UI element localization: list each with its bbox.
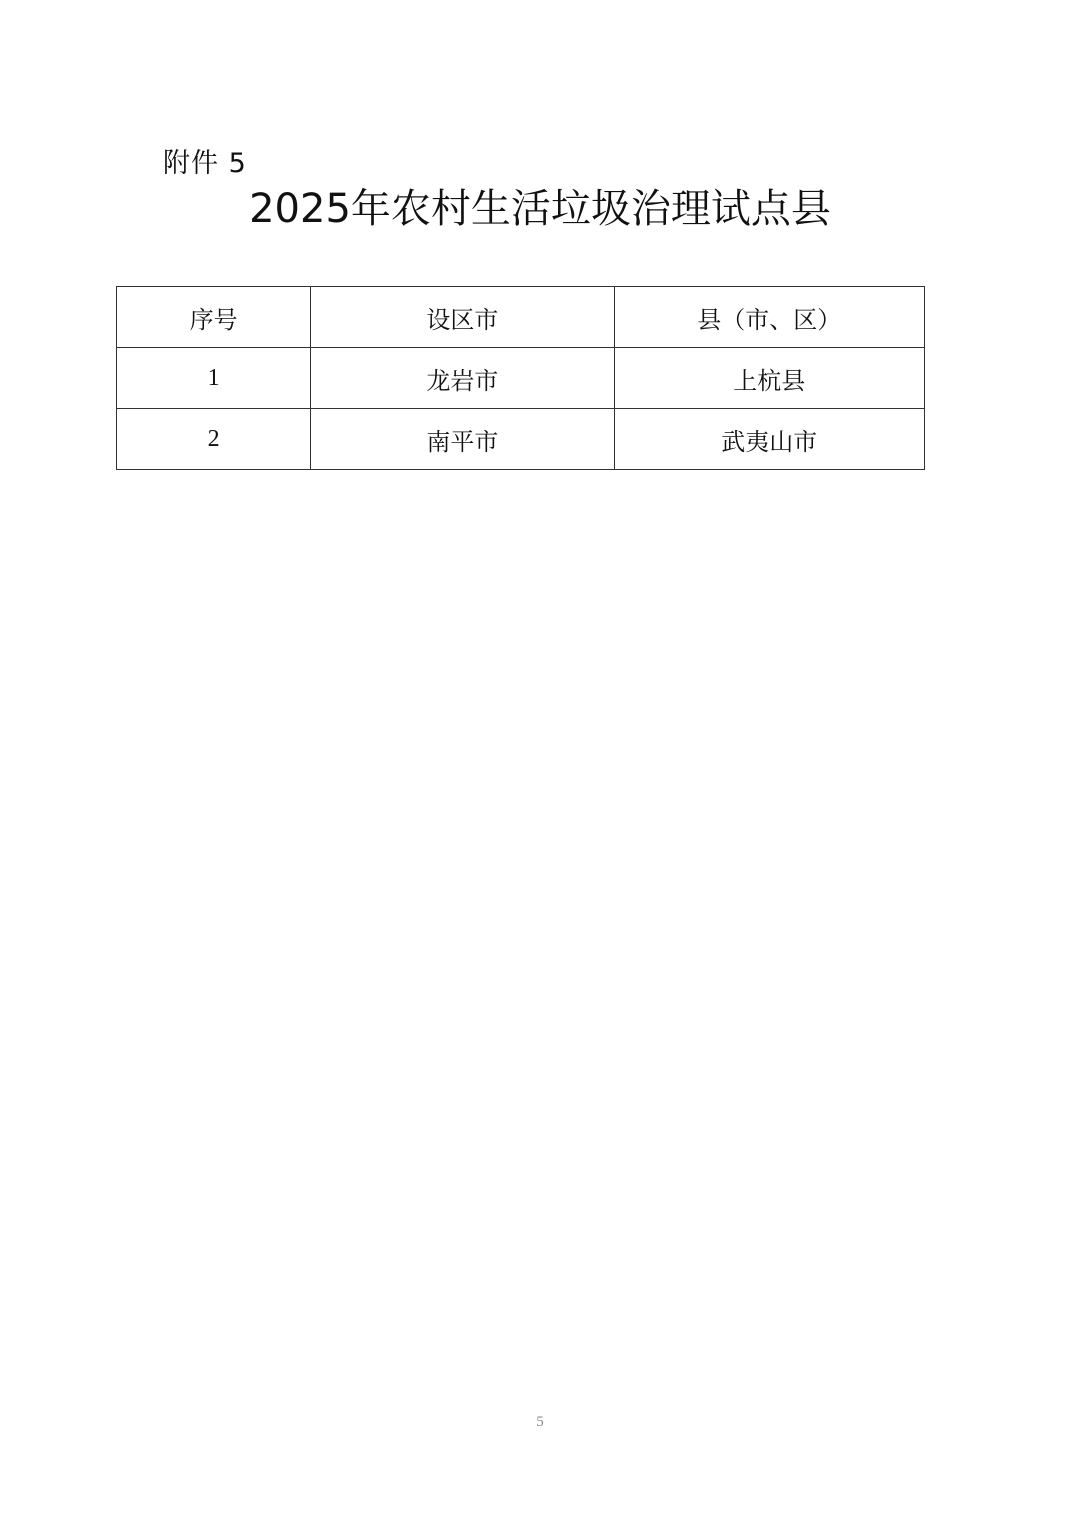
attachment-label: 附件 5 (163, 148, 247, 179)
page-number: 5 (536, 1414, 544, 1430)
cell-seq: 1 (117, 348, 311, 409)
table-row (117, 348, 925, 409)
document-title: 2025年农村生活垃圾治理试点县 (249, 186, 831, 232)
table-header-row (117, 287, 925, 348)
pilot-county-table (116, 286, 925, 470)
table-row (117, 409, 925, 470)
column-header-city: 设区市 (311, 287, 614, 348)
cell-city: 龙岩市 (311, 348, 614, 409)
cell-city: 南平市 (311, 409, 614, 470)
cell-seq: 2 (117, 409, 311, 470)
cell-county: 武夷山市 (614, 409, 924, 470)
cell-county: 上杭县 (614, 348, 924, 409)
column-header-county: 县（市、区） (614, 287, 924, 348)
column-header-seq: 序号 (117, 287, 311, 348)
